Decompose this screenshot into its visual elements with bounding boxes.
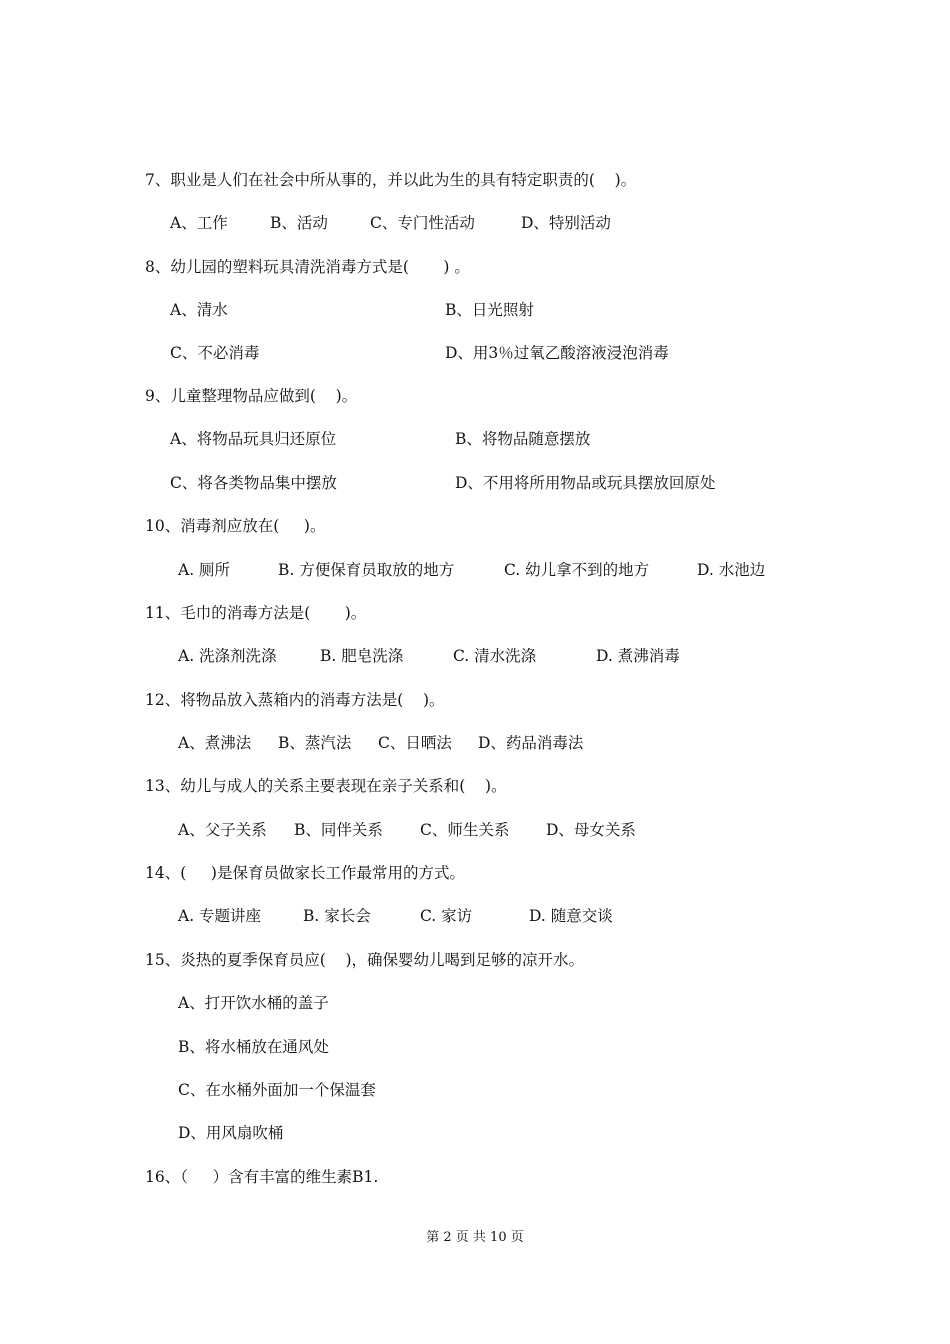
question-10-option-c: C. 幼儿拿不到的地方 [504,561,650,579]
question-12-option-c: C、日晒法 [378,734,452,752]
question-7-option-a: A、工作 [170,214,228,232]
question-11-option-c: C. 清水洗涤 [453,647,537,665]
question-8-option-c: C、不必消毒 [170,344,260,362]
question-13-option-a: A、父子关系 [178,821,267,839]
question-9-option-b: B、将物品随意摆放 [455,430,591,448]
question-13-option-b: B、同伴关系 [294,821,383,839]
question-12-option-a: A、煮沸法 [178,734,252,752]
question-11-option-b: B. 肥皂洗涤 [320,647,404,665]
question-7-option-b: B、活动 [270,214,328,232]
question-15-option-a: A、打开饮水桶的盖子 [178,994,329,1012]
question-9-option-d: D、不用将所用物品或玩具摆放回原处 [455,474,716,492]
question-11-stem: 11、毛巾的消毒方法是( )。 [145,604,367,622]
question-13-stem: 13、幼儿与成人的关系主要表现在亲子关系和( )。 [145,777,507,795]
question-8-option-a: A、清水 [170,301,228,319]
question-13-option-c: C、师生关系 [420,821,510,839]
question-10-option-a: A. 厕所 [178,561,231,579]
page-footer: 第 2 页 共 10 页 [426,1230,524,1245]
question-12-stem: 12、将物品放入蒸箱内的消毒方法是( )。 [145,691,445,709]
question-11-option-a: A. 洗涤剂洗涤 [178,647,277,665]
question-10-option-d: D. 水池边 [697,561,766,579]
question-10-stem: 10、消毒剂应放在( )。 [145,517,326,535]
question-14-option-b: B. 家长会 [303,907,371,925]
question-14-option-d: D. 随意交谈 [529,907,613,925]
question-16-stem: 16、（ ）含有丰富的维生素B1. [145,1168,379,1186]
question-12-option-b: B、蒸汽法 [278,734,352,752]
question-13-option-d: D、母女关系 [546,821,636,839]
question-10-option-b: B. 方便保育员取放的地方 [278,561,455,579]
question-9-stem: 9、儿童整理物品应做到( )。 [145,387,358,405]
question-15-option-b: B、将水桶放在通风处 [178,1038,329,1056]
question-15-option-c: C、在水桶外面加一个保温套 [178,1081,376,1099]
question-14-stem: 14、( )是保育员做家长工作最常用的方式。 [145,864,465,882]
question-7-option-c: C、专门性活动 [370,214,475,232]
question-12-option-d: D、药品消毒法 [478,734,584,752]
question-14-option-c: C. 家访 [420,907,473,925]
question-8-option-d: D、用3％过氧乙酸溶液浸泡消毒 [445,344,669,362]
question-15-stem: 15、炎热的夏季保育员应( )，确保婴幼儿喝到足够的凉开水。 [145,951,585,969]
question-8-stem: 8、幼儿园的塑料玩具清洗消毒方式是( ) 。 [145,258,470,276]
question-7-stem: 7、职业是人们在社会中所从事的，并以此为生的具有特定职责的( )。 [145,171,637,189]
question-11-option-d: D. 煮沸消毒 [596,647,680,665]
question-14-option-a: A. 专题讲座 [178,907,262,925]
question-9-option-a: A、将物品玩具归还原位 [170,430,337,448]
question-15-option-d: D、用风扇吹桶 [178,1124,284,1142]
question-7-option-d: D、特别活动 [521,214,611,232]
question-9-option-c: C、将各类物品集中摆放 [170,474,337,492]
question-8-option-b: B、日光照射 [445,301,534,319]
